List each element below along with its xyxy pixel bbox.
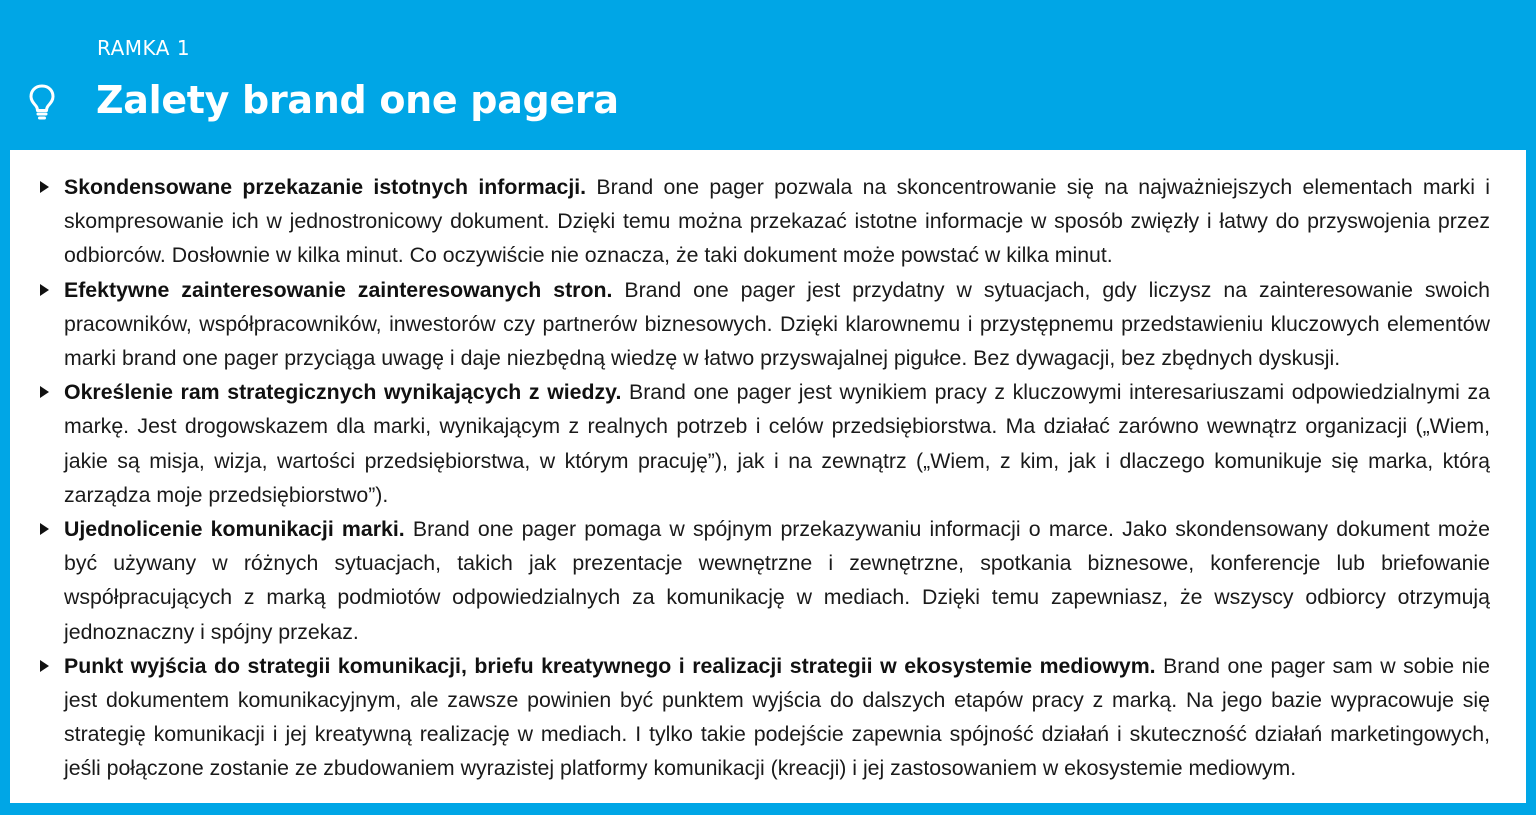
list-item (40, 273, 1490, 376)
item-text: Brand one pager pozwala na skoncentrowanie się na najważniejszych elementach marki i skompresowanie ich w jednostronicowy dokument. Dzięki temu można przekazać istotne informacje w sposób zwięzły i łatwy do przyswojenia przez odbiorców. Dosłownie w kilka minut. Co oczywiście nie oznacza, że taki dokument może powstać w kilka minut. (64, 175, 1490, 268)
item-lead: Określenie ram strategicznych wynikających z wiedzy. (64, 380, 629, 405)
lightbulb-icon (28, 84, 56, 120)
triangle-bullet-icon (40, 660, 49, 672)
list-item (40, 375, 1490, 512)
item-text: Brand one pager sam w sobie nie jest dokumentem komunikacyjnym, ale zawsze powinien być punktem wyjścia do dalszych etapów pracy z marką. Na jego bazie wypracowuje się strategię komunikacji i jej kreatywną realizację w mediach. I tylko takie podejście zapewnia spójność działań i skuteczność działań marketingowych, jeśli połączone zostanie ze zbudowaniem wyrazistej platformy komunikacji (kreacji) i jej zastosowaniem w ekosystemie mediowym. (64, 653, 1490, 781)
triangle-bullet-icon (40, 181, 49, 193)
item-lead: Ujednolicenie komunikacji marki. (64, 517, 413, 542)
frame-label: RAMKA 1 (97, 36, 191, 60)
item-text: Brand one pager jest wynikiem pracy z kluczowymi interesariuszami odpowiedzialnymi za markę. Jest drogowskazem dla marki, wynikającym z realnych potrzeb i celów przedsiębiorstwa. Ma działać zarówno wewnątrz organizacji („Wiem, jakie są misja, wizja, wartości przedsiębiorstwa, w którym pracuję”), jak i na zewnątrz („Wiem, z kim, jak i dlaczego komunikuje się marka, którą zarządza moje przedsiębiorstwo”). (64, 380, 1490, 507)
item-text: Brand one pager jest przydatny w sytuacjach, gdy liczysz na zainteresowanie swoich pracowników, współpracowników, inwestorów czy partnerów biznesowych. Dzięki klarownemu i przystępnemu przedstawieniu kluczowych elementów marki brand one pager przyciąga uwagę i daje niezbędną wiedzę w łatwo przyswajalnej pigułce. Bez dywagacji, bez zbędnych dyskusji. (64, 277, 1490, 371)
triangle-bullet-icon (40, 386, 49, 398)
item-lead: Efektywne zainteresowanie zainteresowanych stron. (64, 277, 625, 302)
triangle-bullet-icon (40, 284, 49, 296)
item-lead: Skondensowane przekazanie istotnych informacji. (64, 175, 597, 199)
benefits-list (40, 170, 1490, 786)
frame-title: Zalety brand one pagera (96, 78, 619, 122)
triangle-bullet-icon (40, 523, 49, 535)
item-text: Brand one pager pomaga w spójnym przekazywaniu informacji o marce. Jako skondensowany dokument może być używany w różnych sytuacjach, takich jak prezentacje wewnętrzne i zewnętrzne, spotkania biznesowe, konferencje lub briefowanie współpracujących z marką podmiotów odpowiedzialnych za komunikację w mediach. Dzięki temu zapewniasz, że wszyscy odbiorcy otrzymują jednoznaczny i spójny przekaz. (64, 517, 1490, 644)
list-item (40, 170, 1490, 273)
list-item (40, 512, 1490, 649)
frame-header (0, 0, 1536, 150)
item-lead: Punkt wyjścia do strategii komunikacji, briefu kreatywnego i realizacji strategii w ekosystemie mediowym. (64, 653, 1164, 678)
list-item (40, 649, 1490, 786)
content-panel (10, 150, 1526, 803)
